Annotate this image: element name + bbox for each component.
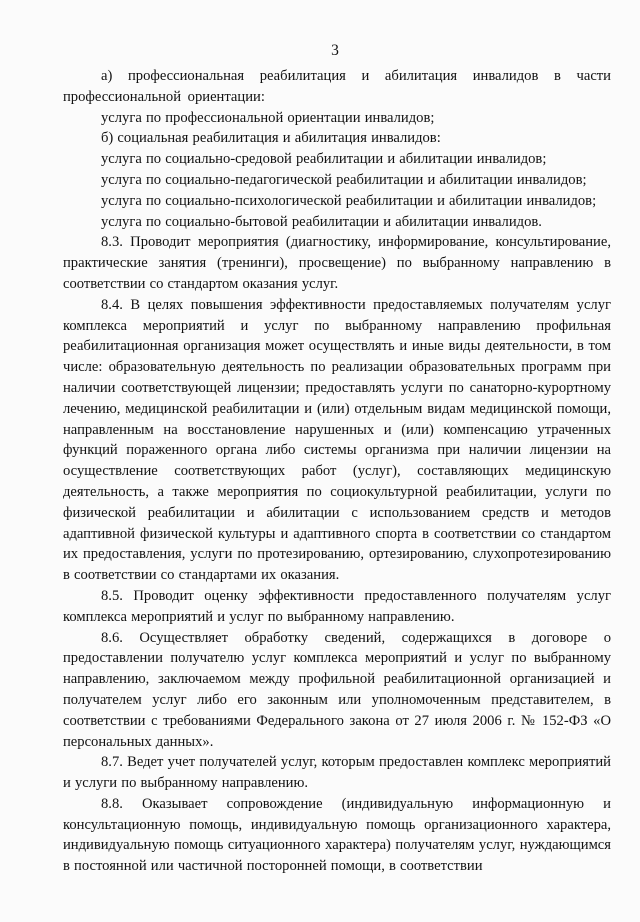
paragraph-8-5: 8.5. Проводит оценку эффективности предоставленного получателям услуг комплекса мероприятий и услуг по выбранному направлению. bbox=[63, 587, 611, 625]
paragraph-8-4: 8.4. В целях повышения эффективности предоставляемых получателям услуг комплекса мероприятий и услуг по выбранному направлению профильная реабилитационная организация может осуществлять и иные виды деятельности, в том числе: образовательную деятельность по реализации образовательных программ при наличии соответствующей лицензии; предоставлять услуги по санаторно-курортному лечению, медицинской реабилитации и (или) отдельным видам медицинской помощи, направленным на восстановление нарушенных и (или) компенсацию утраченных функций пораженного органа либо системы организма при наличии лицензии на осуществление соответствующих работ (услуг), составляющих медицинскую деятельность, а также мероприятия по социокультурной реабилитации, услуги по физической реабилитации и абилитации с использованием средств и методов адаптивной физической культуры и адаптивного спорта в соответствии со стандартом их предоставления, услуги по протезированию, ортезированию, слухопротезированию в соответствии со стандартами их оказания. bbox=[63, 296, 611, 584]
paragraph-service-socio-domestic: услуга по социально-бытовой реабилитации и абилитации инвалидов. bbox=[101, 213, 542, 230]
paragraph-service-socio-environmental: услуга по социально-средовой реабилитации и абилитации инвалидов; bbox=[101, 151, 547, 168]
paragraph-8-3: 8.3. Проводит мероприятия (диагностику, информирование, консультирование, практические занятия (тренинги), просвещение) по выбранному направлению в соответствии со стандартом оказания услуг. bbox=[63, 234, 611, 292]
page-number: 3 bbox=[331, 42, 339, 59]
paragraph-service-socio-psychological: услуга по социально-психологической реабилитации и абилитации инвалидов; bbox=[101, 192, 597, 209]
paragraph-8-7: 8.7. Ведет учет получателей услуг, которым предоставлен комплекс мероприятий и услуги по выбранному направлению. bbox=[63, 754, 611, 792]
document-body bbox=[63, 66, 611, 877]
paragraph-8-6: 8.6. Осуществляет обработку сведений, содержащихся в договоре о предоставлении получателю услуг комплекса мероприятий и услуг по выбранному направлению, заключаемом между профильной реабилитационной организацией и получателем услуг либо его законным или уполномоченным представителем, в соответствии с требованиями Федерального закона от 27 июля 2006 г. № 152-ФЗ «О персональных данных». bbox=[63, 629, 611, 750]
paragraph-item-a: а) профессиональная реабилитация и абилитация инвалидов в части профессиональной ориентации: bbox=[63, 68, 611, 105]
paragraph-service-socio-pedagogical: услуга по социально-педагогической реабилитации и абилитации инвалидов; bbox=[101, 171, 587, 188]
paragraph-item-b: б) социальная реабилитация и абилитация инвалидов: bbox=[101, 130, 441, 147]
paragraph-service-professional-orientation: услуга по профессиональной ориентации инвалидов; bbox=[101, 109, 435, 126]
paragraph-8-8: 8.8. Оказывает сопровождение (индивидуальную информационную и консультационную помощь, индивидуальную помощь организационного характера, индивидуальную помощь ситуационного характера) получателям услуг, нуждающимся в постоянной или частичной посторонней помощи, в соответствии bbox=[63, 795, 611, 875]
